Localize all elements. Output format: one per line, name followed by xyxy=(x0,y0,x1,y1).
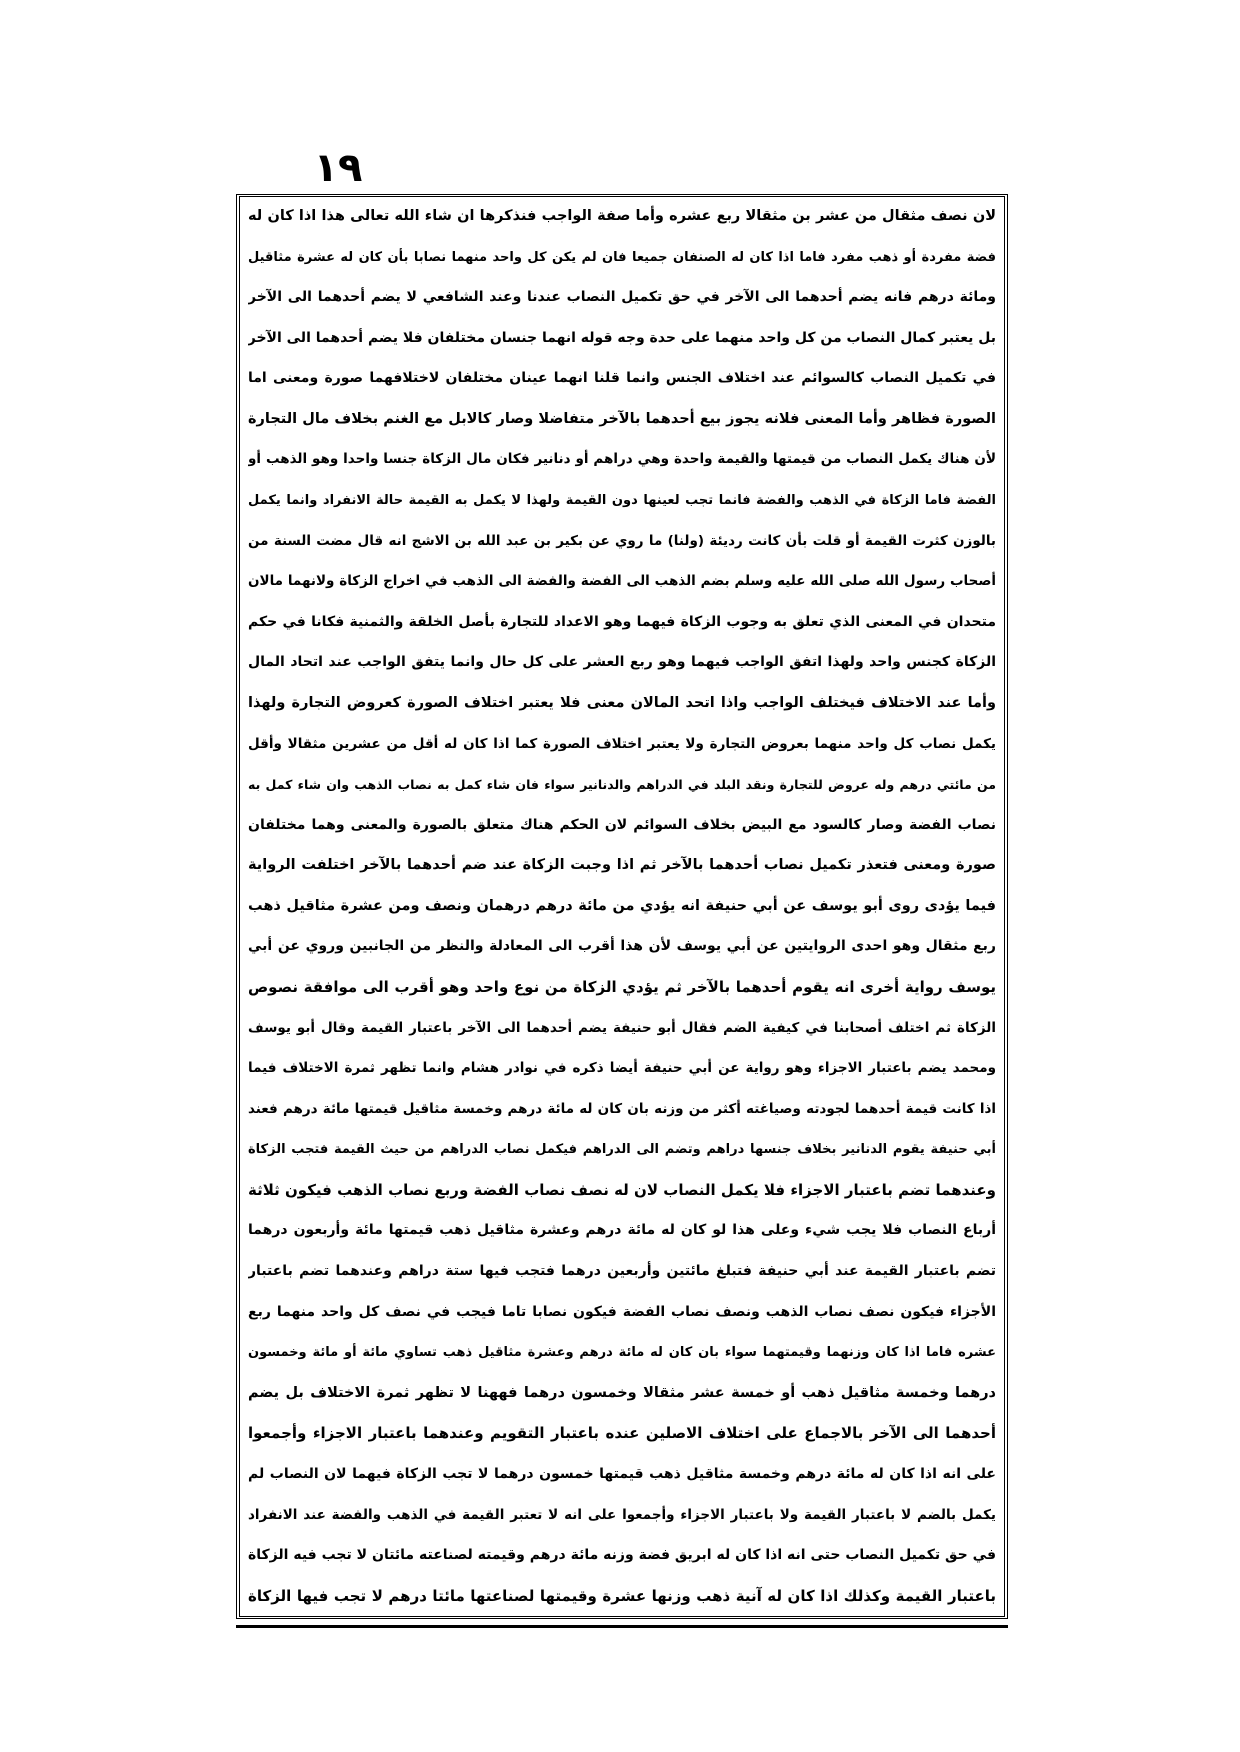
text-line: اذا كانت قيمة أحدهما لجودته وصياغته أكثر من وزنه بان كان له مائة درهم وخمسة مثاقيل قيمتها مائة درهم فعند xyxy=(248,1100,996,1117)
text-line: لأن هناك يكمل النصاب من قيمتها والقيمة واحدة وهي دراهم أو دنانير فكان مال الزكاة جنسا واحدا وهو الذهب أو xyxy=(248,451,996,468)
text-line: فضة مفردة أو ذهب مفرد فاما اذا كان له الصنفان جميعا فان لم يكن كل واحد منهما نصابا بأن كان له عشرة مثاقيل xyxy=(248,249,996,265)
text-line: الأجزاء فيكون نصف نصاب الذهب ونصف نصاب الفضة فيكون نصابا تاما فيجب في نصف كل واحد منهما ربع xyxy=(248,1303,996,1320)
text-line: صورة ومعنى فتعذر تكميل نصاب أحدهما بالآخر ثم اذا وجبت الزكاة عند ضم أحدهما بالآخر اختلفت الرواية xyxy=(248,857,996,874)
text-line: في تكميل النصاب كالسوائم عند اختلاف الجنس وانما قلنا انهما عينان مختلفان لاختلافهما صورة ومعنى اما xyxy=(248,370,996,387)
text-line: وأما عند الاختلاف فيختلف الواجب واذا اتحد المالان معنى فلا يعتبر اختلاف الصورة كعروض التجارة ولهذا xyxy=(248,694,996,711)
text-line: ربع مثقال وهو احدى الروايتين عن أبي يوسف لأن هذا أقرب الى المعادلة والنظر من الجانبين وروي عن أبي xyxy=(248,938,996,955)
text-line: أرباع النصاب فلا يجب شيء وعلى هذا لو كان له مائة درهم وعشرة مثاقيل ذهب قيمتها مائة وأربعون درهما xyxy=(248,1222,996,1239)
text-line: من مائتي درهم وله عروض للتجارة ونقد البلد في الدراهم والدنانير سواء فان شاء كمل به نصاب الذهب وان شاء كمل به xyxy=(248,777,996,793)
text-line: الفضة فاما الزكاة في الذهب والفضة فانما تجب لعينها دون القيمة ولهذا لا يكمل به القيمة حالة الانفراد وانما يكمل xyxy=(248,493,996,509)
text-line: الزكاة كجنس واحد ولهذا اتفق الواجب فيهما وهو ربع العشر على كل حال وانما يتفق الواجب عند اتحاد المال xyxy=(248,654,996,671)
text-line: فيما يؤدى روى أبو يوسف عن أبي حنيفة انه يؤدي من مائة درهم درهمان ونصف ومن عشرة مثاقيل ذهب xyxy=(248,897,996,914)
text-line: متحدان في المعنى الذي تعلق به وجوب الزكاة فيهما وهو الاعداد للتجارة بأصل الخلقة والثمنية فكانا في حكم xyxy=(248,613,996,630)
body-text xyxy=(248,203,996,1610)
page-number: ١٩ xyxy=(313,145,363,191)
text-line: وعندهما تضم باعتبار الاجزاء فلا يكمل النصاب لان له نصف نصاب الفضة وربع نصاب الذهب فيكون ثلاثة xyxy=(248,1180,996,1199)
text-line: في حق تكميل النصاب حتى انه اذا كان له ابريق فضة وزنه مائة درهم وقيمته لصناعته مائتان لا تجب فيه الزكاة xyxy=(248,1547,996,1564)
text-line: الزكاة ثم اختلف أصحابنا في كيفية الضم فقال أبو حنيفة يضم أحدهما الى الآخر باعتبار القيمة وقال أبو يوسف xyxy=(248,1019,996,1036)
text-line: أحدهما الى الآخر بالاجماع على اختلاف الاصلين عنده باعتبار التقويم وعندهما باعتبار الاجزاء وأجمعوا xyxy=(248,1424,996,1443)
text-line: ومائة درهم فانه يضم أحدهما الى الآخر في حق تكميل النصاب عندنا وعند الشافعي لا يضم أحدهما الى الآخر xyxy=(248,289,996,306)
text-line: عشره فاما اذا كان وزنهما وقيمتهما سواء بان كان له مائة درهم وعشرة مثاقيل ذهب تساوي مائة أو مائة وخمسون xyxy=(248,1345,996,1361)
text-line: يكمل نصاب كل واحد منهما بعروض التجارة ولا يعتبر اختلاف الصورة كما اذا كان له أقل من عشرين مثقالا وأقل xyxy=(248,735,996,752)
text-line: يوسف رواية أخرى انه يقوم أحدهما بالآخر ثم يؤدي الزكاة من نوع واحد وهو أقرب الى موافقة نصوص xyxy=(248,977,996,996)
text-line: يكمل بالضم لا باعتبار القيمة ولا باعتبار الاجزاء وأجمعوا على انه لا تعتبر القيمة في الذهب والفضة عند الانفراد xyxy=(248,1506,996,1523)
text-line: تضم باعتبار القيمة عند أبي حنيفة فتبلغ مائتين وأربعين درهما فتجب فيها ستة دراهم وعندهما تضم باعتبار xyxy=(248,1263,996,1280)
text-line: نصاب الفضة وصار كالسود مع البيض بخلاف السوائم لان الحكم هناك متعلق بالصورة والمعنى وهما مختلفان xyxy=(248,816,996,833)
text-line: بل يعتبر كمال النصاب من كل واحد منهما على حدة وجه قوله انهما جنسان مختلفان فلا يضم أحدهما الى الآخر xyxy=(248,329,996,346)
text-line: أبي حنيفة يقوم الدنانير بخلاف جنسها دراهم وتضم الى الدراهم فيكمل نصاب الدراهم من حيث القيمة فتجب الزكاة xyxy=(248,1142,996,1158)
text-frame xyxy=(236,194,1008,1619)
text-line: درهما وخمسة مثاقيل ذهب أو خمسة عشر مثقالا وخمسون درهما فههنا لا تظهر ثمرة الاختلاف بل يضم xyxy=(248,1384,996,1401)
text-line: بالوزن كثرت القيمة أو قلت بأن كانت رديئة (ولنا) ما روي عن بكير بن عبد الله بن الاشج انه قال مضت السنة من xyxy=(248,532,996,549)
text-line: على انه اذا كان له مائة درهم وخمسة مثاقيل ذهب قيمتها خمسون درهما لا تجب الزكاة فيهما لان النصاب لم xyxy=(248,1465,996,1482)
text-line: باعتبار القيمة وكذلك اذا كان له آنية ذهب وزنها عشرة وقيمتها لصناعتها مائتا درهم لا تجب فيها الزكاة xyxy=(248,1586,996,1605)
text-line: ومحمد يضم باعتبار الاجزاء وهو رواية عن أبي حنيفة أيضا ذكره في نوادر هشام وانما تظهر ثمرة الاختلاف فيما xyxy=(248,1060,996,1077)
text-line: أصحاب رسول الله صلى الله عليه وسلم بضم الذهب الى الفضة والفضة الى الذهب في اخراج الزكاة ولانهما مالان xyxy=(248,573,996,590)
text-line: الصورة فظاهر وأما المعنى فلانه يجوز بيع أحدهما بالآخر متفاضلا وصار كالابل مع الغنم بخلاف مال التجارة xyxy=(248,410,996,427)
text-line: لان نصف مثقال من عشر بن مثقالا ربع عشره وأما صفة الواجب فنذكرها ان شاء الله تعالى هذا اذا كان له xyxy=(248,208,996,224)
